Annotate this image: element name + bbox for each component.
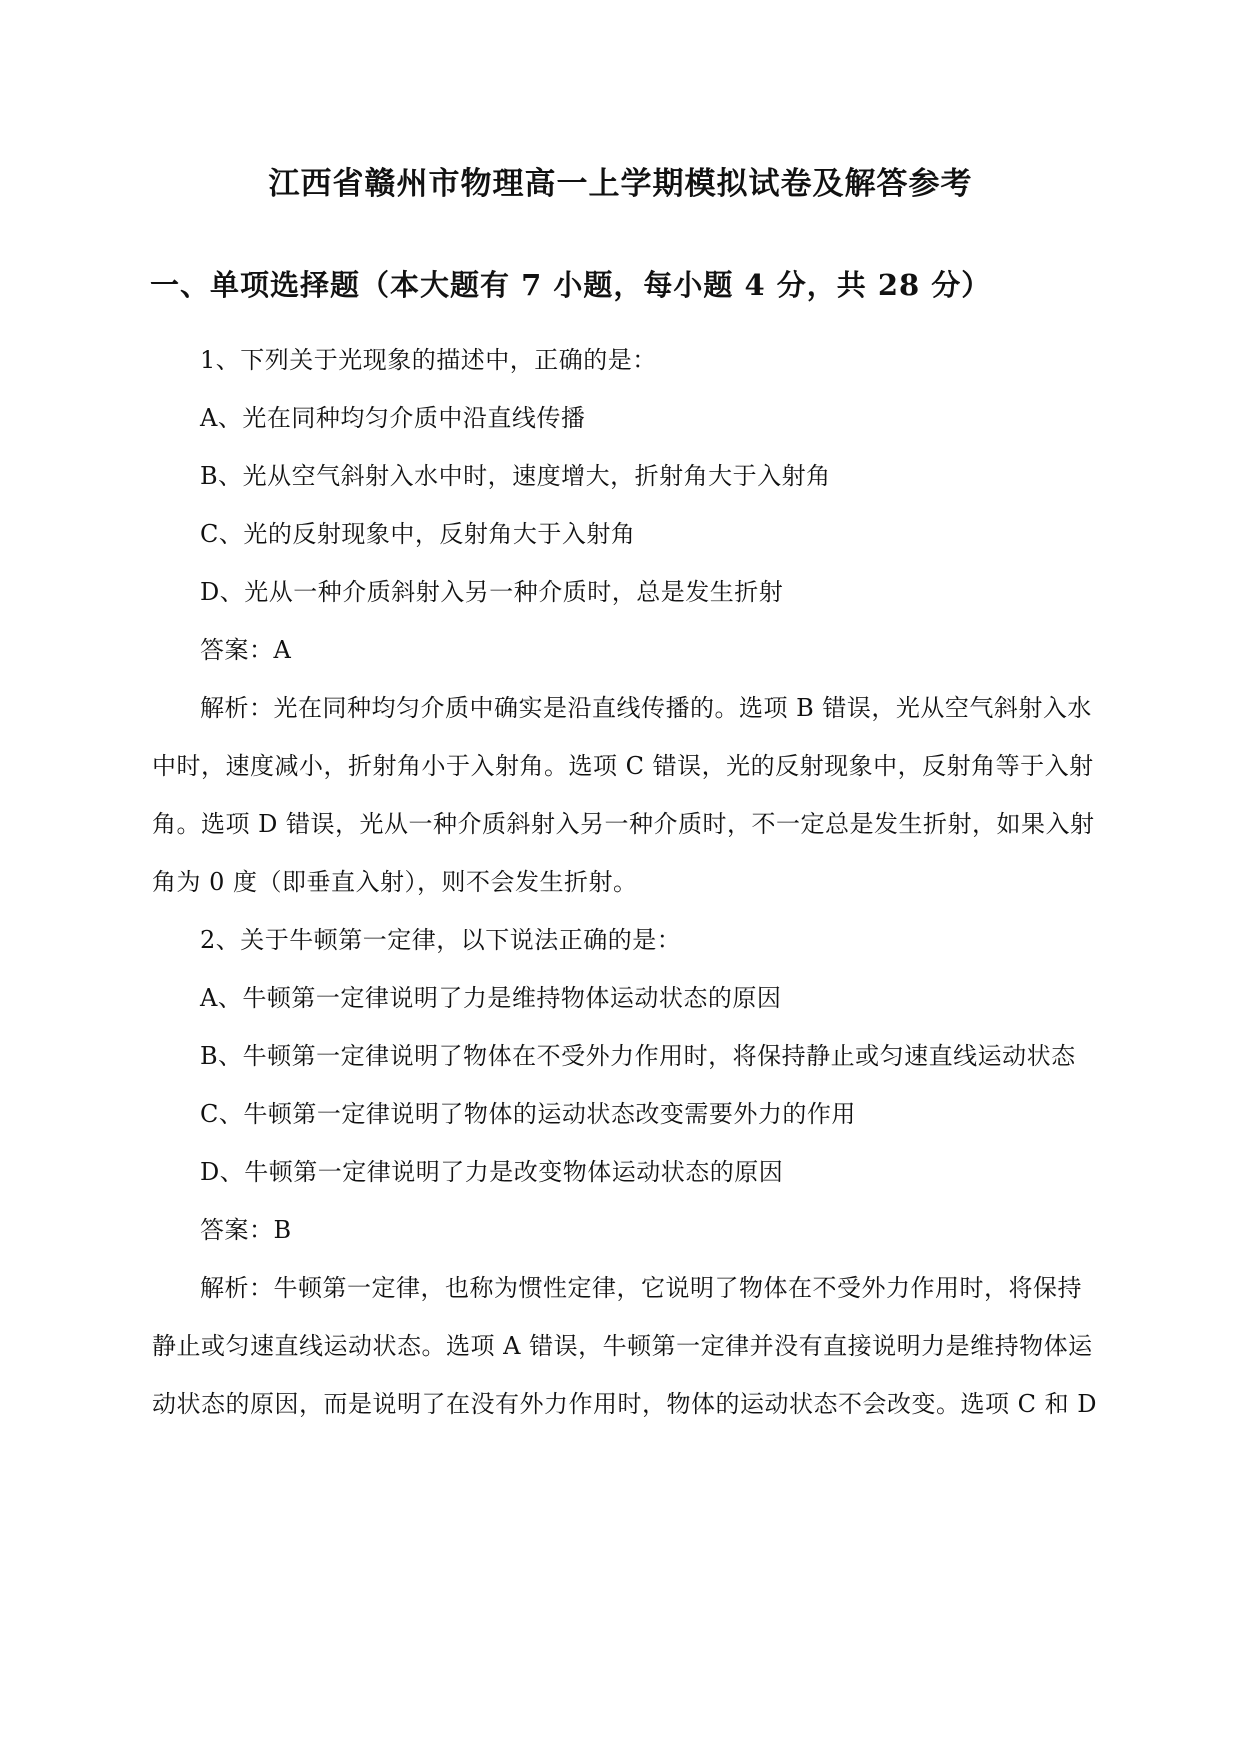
question-1-option-d: D、光从一种介质斜射入另一种介质时，总是发生折射 — [200, 578, 784, 606]
question-2-explanation-line: 动状态的原因，而是说明了在没有外力作用时，物体的运动状态不会改变。选项 C 和 D — [152, 1390, 1097, 1418]
question-1-option-c: C、光的反射现象中，反射角大于入射角 — [200, 520, 636, 548]
question-2-option-d: D、牛顿第一定律说明了力是改变物体运动状态的原因 — [200, 1158, 784, 1186]
question-1-explanation-line: 中时，速度减小，折射角小于入射角。选项 C 错误，光的反射现象中，反射角等于入射 — [152, 752, 1094, 780]
question-1-option-b: B、光从空气斜射入水中时，速度增大，折射角大于入射角 — [200, 462, 831, 490]
question-2-explanation-line: 解析：牛顿第一定律，也称为惯性定律，它说明了物体在不受外力作用时，将保持 — [200, 1274, 1082, 1302]
section-heading: 一、单项选择题（本大题有 7 小题，每小题 4 分，共 28 分） — [150, 268, 992, 302]
question-2-option-c: C、牛顿第一定律说明了物体的运动状态改变需要外力的作用 — [200, 1100, 856, 1128]
question-2-stem: 2、关于牛顿第一定律，以下说法正确的是： — [200, 926, 682, 954]
question-2-option-b: B、牛顿第一定律说明了物体在不受外力作用时，将保持静止或匀速直线运动状态 — [200, 1042, 1076, 1070]
question-2-answer: 答案：B — [200, 1216, 292, 1244]
question-2-explanation-line: 静止或匀速直线运动状态。选项 A 错误，牛顿第一定律并没有直接说明力是维持物体运 — [152, 1332, 1093, 1360]
question-1-option-a: A、光在同种均匀介质中沿直线传播 — [200, 404, 586, 432]
question-2-option-a: A、牛顿第一定律说明了力是维持物体运动状态的原因 — [200, 984, 782, 1012]
question-1-explanation-line: 角为 0 度（即垂直入射），则不会发生折射。 — [152, 868, 638, 896]
question-1-stem: 1、下列关于光现象的描述中，正确的是： — [200, 346, 657, 374]
document-title: 江西省赣州市物理高一上学期模拟试卷及解答参考 — [268, 166, 973, 202]
question-1-explanation-line: 解析：光在同种均匀介质中确实是沿直线传播的。选项 B 错误，光从空气斜射入水 — [200, 694, 1092, 722]
question-1-answer: 答案：A — [200, 636, 292, 664]
question-1-explanation-line: 角。选项 D 错误，光从一种介质斜射入另一种介质时，不一定总是发生折射，如果入射 — [152, 810, 1095, 838]
